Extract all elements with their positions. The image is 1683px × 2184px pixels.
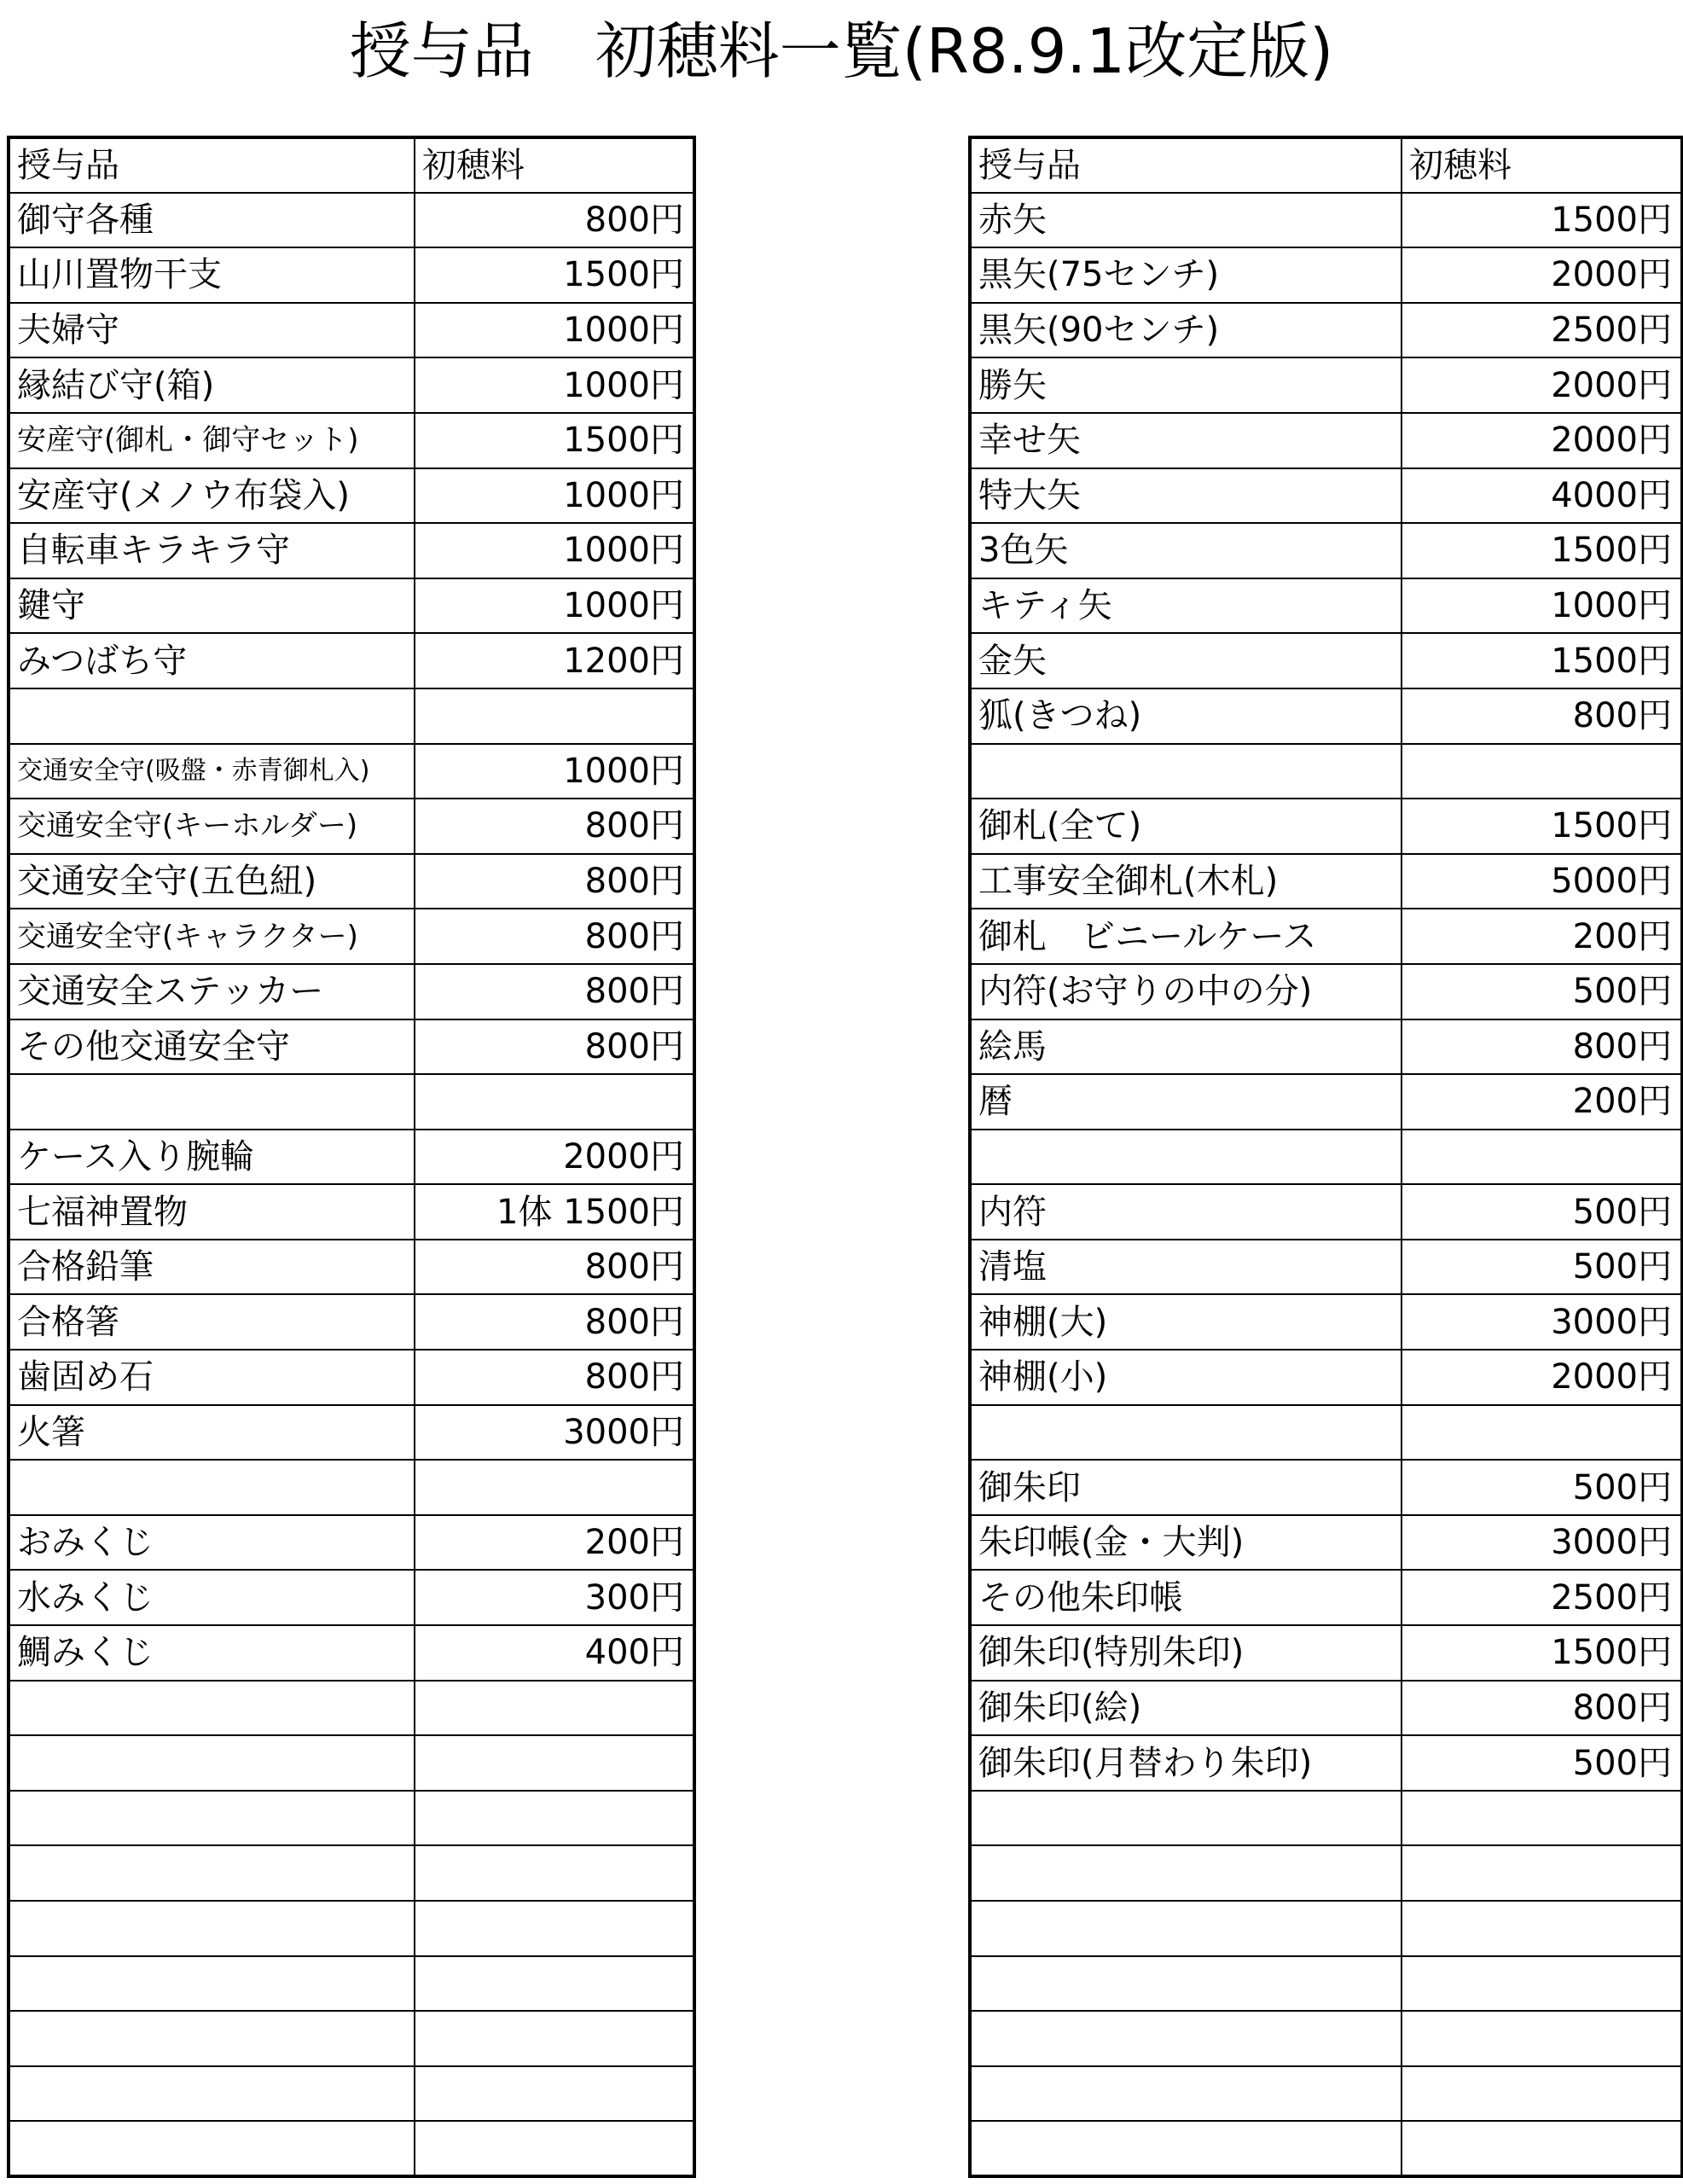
item-name-cell: 特大矢 [970,468,1402,524]
table-row [970,247,1682,303]
item-name-cell [9,1074,415,1130]
table-row [970,909,1682,964]
table-row [970,854,1682,909]
table-row [970,1130,1682,1185]
item-name-cell [970,2121,1402,2176]
item-price-cell [1402,2121,1682,2176]
item-price-cell [415,2066,694,2122]
item-name-cell [970,1791,1402,1846]
item-price-cell: 1000円 [415,357,694,413]
table-row [9,413,694,468]
item-price-cell [415,688,694,744]
item-name-cell: 交通安全守(キーホルダー) [9,799,415,854]
table-row [9,193,694,248]
table-row [9,1901,694,1956]
item-price-cell: 3000円 [1402,1515,1682,1571]
item-name-cell [970,2066,1402,2122]
item-name-cell [970,2011,1402,2066]
item-price-cell: 2000円 [415,1130,694,1185]
item-name-cell: 御朱印(特別朱印) [970,1625,1402,1681]
table-row [9,1019,694,1075]
item-name-cell: 山川置物干支 [9,247,415,303]
item-name-cell: 鯛みくじ [9,1625,415,1681]
item-name-cell: 黒矢(90センチ) [970,303,1402,358]
item-price-cell [415,1901,694,1956]
table-row [9,2121,694,2176]
table-row [970,1350,1682,1405]
item-price-cell: 400円 [415,1625,694,1681]
item-price-cell [415,1074,694,1130]
item-price-cell: 1000円 [415,523,694,578]
table-row [970,1184,1682,1240]
item-name-cell: 合格鉛筆 [9,1240,415,1295]
item-name-cell: 黒矢(75センチ) [970,247,1402,303]
item-name-cell: みつばち守 [9,633,415,688]
item-name-cell: 交通安全守(五色紐) [9,854,415,909]
item-name-cell: 交通安全ステッカー [9,964,415,1019]
column-header-item: 授与品 [9,137,415,193]
table-row [9,1294,694,1350]
item-price-cell [415,1845,694,1901]
table-row [970,2121,1682,2176]
table-row [9,1570,694,1625]
table-row [9,909,694,964]
item-price-cell: 2000円 [1402,247,1682,303]
item-price-cell: 500円 [1402,1240,1682,1295]
item-price-cell [1402,2011,1682,2066]
item-name-cell: 御朱印(絵) [970,1681,1402,1736]
item-name-cell: 内符 [970,1184,1402,1240]
table-row [970,1901,1682,1956]
item-price-cell: 800円 [415,964,694,1019]
table-row [9,799,694,854]
item-name-cell: 交通安全守(吸盤・赤青御札入) [9,744,415,799]
item-price-cell: 1500円 [1402,633,1682,688]
item-name-cell: その他朱印帳 [970,1570,1402,1625]
column-header-price: 初穂料 [1402,137,1682,193]
item-name-cell: 安産守(メノウ布袋入) [9,468,415,524]
table-row [9,1405,694,1461]
item-name-cell: 神棚(大) [970,1294,1402,1350]
item-name-cell: 工事安全御札(木札) [970,854,1402,909]
item-name-cell: 暦 [970,1074,1402,1130]
item-price-cell [1402,2066,1682,2122]
item-price-cell: 1500円 [415,247,694,303]
page-title: 授与品 初穂料一覧(R8.9.1改定版) [349,15,1334,87]
column-header-item: 授与品 [970,137,1402,193]
item-name-cell [970,1130,1402,1185]
item-name-cell [9,1956,415,2012]
table-row [9,1460,694,1515]
table-row [970,2066,1682,2122]
table-row [970,1681,1682,1736]
item-price-cell [415,1460,694,1515]
table-row [9,1130,694,1185]
table-row [970,578,1682,634]
item-name-cell: 七福神置物 [9,1184,415,1240]
item-name-cell: 交通安全守(キャラクター) [9,909,415,964]
item-name-cell: 御朱印(月替わり朱印) [970,1735,1402,1791]
table-row [9,1074,694,1130]
table-row [970,799,1682,854]
item-name-cell: 水みくじ [9,1570,415,1625]
item-name-cell [970,1956,1402,2012]
item-price-cell [1402,1901,1682,1956]
item-price-cell: 1000円 [415,744,694,799]
item-name-cell [9,2066,415,2122]
item-price-cell: 200円 [1402,1074,1682,1130]
item-name-cell: 御守各種 [9,193,415,248]
table-row [9,2066,694,2122]
table-row [9,1791,694,1846]
item-name-cell: 御朱印 [970,1460,1402,1515]
item-price-cell: 300円 [415,1570,694,1625]
item-price-cell: 1000円 [415,578,694,634]
item-price-cell: 800円 [415,909,694,964]
table-row [9,633,694,688]
item-price-cell: 800円 [415,1294,694,1350]
table-row [970,523,1682,578]
item-price-cell [1402,1791,1682,1846]
table-row [970,688,1682,744]
item-name-cell [9,2011,415,2066]
item-price-cell: 2500円 [1402,1570,1682,1625]
item-price-cell: 1500円 [1402,193,1682,248]
table-row [9,1515,694,1571]
item-price-cell [415,1791,694,1846]
item-name-cell: 幸せ矢 [970,413,1402,468]
item-price-cell: 5000円 [1402,854,1682,909]
table-row [9,744,694,799]
item-name-cell [9,2121,415,2176]
item-name-cell [970,1901,1402,1956]
table-row [970,633,1682,688]
table-row [970,357,1682,413]
item-name-cell: 縁結び守(箱) [9,357,415,413]
table-row [9,523,694,578]
item-name-cell [9,1901,415,1956]
table-row [970,1735,1682,1791]
table-header-row [970,137,1682,193]
table-row [9,2011,694,2066]
item-name-cell [9,1791,415,1846]
item-price-cell: 2000円 [1402,413,1682,468]
item-price-cell: 800円 [1402,688,1682,744]
table-row [9,1956,694,2012]
table-header-row [9,137,694,193]
item-name-cell: 狐(きつね) [970,688,1402,744]
table-row [970,1019,1682,1075]
item-price-cell: 3000円 [415,1405,694,1461]
item-name-cell [970,1405,1402,1461]
table-row [9,964,694,1019]
table-row [970,2011,1682,2066]
item-name-cell: 朱印帳(金・大判) [970,1515,1402,1571]
item-name-cell: 合格箸 [9,1294,415,1350]
item-price-cell: 2000円 [1402,1350,1682,1405]
item-price-cell: 800円 [415,854,694,909]
item-price-cell: 800円 [415,1019,694,1075]
table-row [970,1294,1682,1350]
item-price-cell [1402,1405,1682,1461]
table-row [9,303,694,358]
table-row [9,688,694,744]
item-price-cell: 1500円 [1402,1625,1682,1681]
table-row [9,468,694,524]
item-name-cell: 歯固め石 [9,1350,415,1405]
item-price-cell: 500円 [1402,964,1682,1019]
item-name-cell: 自転車キラキラ守 [9,523,415,578]
right-price-table [968,136,1683,2178]
item-price-cell: 800円 [415,799,694,854]
item-price-cell [1402,744,1682,799]
item-price-cell: 500円 [1402,1460,1682,1515]
item-price-cell: 800円 [415,193,694,248]
item-name-cell: 3色矢 [970,523,1402,578]
table-row [970,1570,1682,1625]
table-row [970,413,1682,468]
table-row [970,964,1682,1019]
item-name-cell: 神棚(小) [970,1350,1402,1405]
item-name-cell: 鍵守 [9,578,415,634]
table-row [9,578,694,634]
item-price-cell: 800円 [1402,1681,1682,1736]
item-price-cell: 1000円 [1402,578,1682,634]
table-row [970,1625,1682,1681]
item-name-cell: キティ矢 [970,578,1402,634]
item-price-cell: 200円 [415,1515,694,1571]
table-row [9,1681,694,1736]
item-name-cell: 火箸 [9,1405,415,1461]
item-price-cell [1402,1956,1682,2012]
table-row [970,303,1682,358]
table-row [9,1184,694,1240]
item-price-cell: 800円 [415,1350,694,1405]
item-price-cell [415,2121,694,2176]
item-price-cell [415,1681,694,1736]
item-name-cell [9,688,415,744]
item-price-cell: 2500円 [1402,303,1682,358]
item-price-cell [415,1956,694,2012]
item-price-cell: 1000円 [415,468,694,524]
item-price-cell: 800円 [415,1240,694,1295]
item-name-cell [9,1460,415,1515]
table-row [970,1515,1682,1571]
item-price-cell: 1000円 [415,303,694,358]
table-row [9,1350,694,1405]
table-row [9,357,694,413]
item-price-cell [415,2011,694,2066]
table-row [9,854,694,909]
item-price-cell: 200円 [1402,909,1682,964]
item-price-cell: 2000円 [1402,357,1682,413]
table-row [970,1405,1682,1461]
column-header-price: 初穂料 [415,137,694,193]
item-price-cell: 1200円 [415,633,694,688]
item-name-cell [970,1845,1402,1901]
item-price-cell [1402,1845,1682,1901]
table-row [9,1240,694,1295]
item-price-cell: 500円 [1402,1735,1682,1791]
table-row [970,468,1682,524]
item-price-cell: 1500円 [1402,799,1682,854]
table-row [970,1460,1682,1515]
table-row [970,1845,1682,1901]
table-row [9,1845,694,1901]
item-price-cell [415,1735,694,1791]
table-row [970,193,1682,248]
item-name-cell: 内符(お守りの中の分) [970,964,1402,1019]
item-name-cell: 夫婦守 [9,303,415,358]
item-name-cell: ケース入り腕輪 [9,1130,415,1185]
item-price-cell: 4000円 [1402,468,1682,524]
item-name-cell: おみくじ [9,1515,415,1571]
table-row [9,1625,694,1681]
left-price-table [7,136,696,2178]
table-row [970,1791,1682,1846]
table-row [970,1074,1682,1130]
item-price-cell: 3000円 [1402,1294,1682,1350]
item-price-cell: 800円 [1402,1019,1682,1075]
item-name-cell: 清塩 [970,1240,1402,1295]
item-name-cell: 御札 ビニールケース [970,909,1402,964]
item-name-cell: 勝矢 [970,357,1402,413]
item-name-cell: 御札(全て) [970,799,1402,854]
item-name-cell: 赤矢 [970,193,1402,248]
table-row [9,247,694,303]
item-name-cell: 安産守(御札・御守セット) [9,413,415,468]
item-name-cell: その他交通安全守 [9,1019,415,1075]
item-price-cell: 1500円 [1402,523,1682,578]
item-name-cell [970,744,1402,799]
item-price-cell: 1500円 [415,413,694,468]
item-name-cell [9,1735,415,1791]
item-price-cell [1402,1130,1682,1185]
item-name-cell: 絵馬 [970,1019,1402,1075]
table-row [970,744,1682,799]
table-row [970,1240,1682,1295]
item-price-cell: 500円 [1402,1184,1682,1240]
item-name-cell [9,1681,415,1736]
item-price-cell: 1体 1500円 [415,1184,694,1240]
item-name-cell [9,1845,415,1901]
table-row [9,1735,694,1791]
item-name-cell: 金矢 [970,633,1402,688]
table-row [970,1956,1682,2012]
